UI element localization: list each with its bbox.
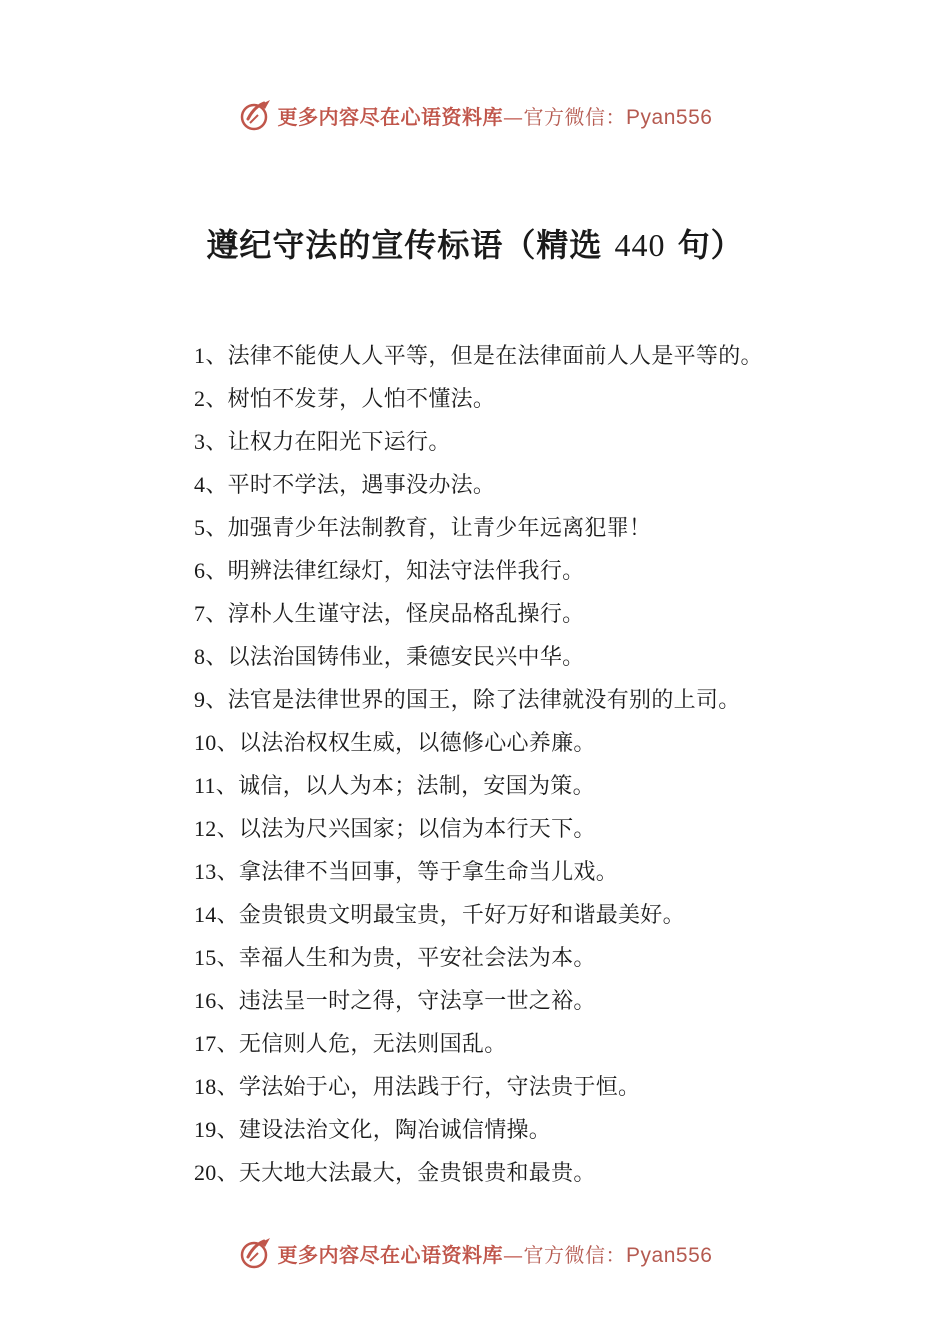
list-item: 8、以法治国铸伟业，秉德安民兴中华。 bbox=[194, 644, 585, 670]
slogan-list bbox=[194, 334, 924, 1194]
list-item: 7、淳朴人生谨守法，怪戾品格乱操行。 bbox=[194, 601, 585, 627]
watermark-brand: 更多内容尽在心语资料库 bbox=[277, 1242, 504, 1267]
watermark-wechat-id: Pyan556 bbox=[626, 1243, 713, 1267]
list-item: 9、法官是法律世界的国王，除了法律就没有别的上司。 bbox=[194, 687, 741, 713]
list-item: 2、树怕不发芽，人怕不懂法。 bbox=[194, 386, 496, 412]
watermark-brand: 更多内容尽在心语资料库 bbox=[277, 104, 504, 129]
list-item: 19、建设法治文化，陶冶诚信情操。 bbox=[194, 1117, 552, 1143]
pen-logo-icon bbox=[238, 1235, 274, 1271]
header-watermark bbox=[0, 95, 950, 135]
list-item: 14、金贵银贵文明最宝贵，千好万好和谐最美好。 bbox=[194, 902, 685, 928]
title-main: 遵纪守法的宣传标语（精选 bbox=[206, 226, 603, 264]
list-item: 11、诚信，以人为本；法制，安国为策。 bbox=[194, 773, 595, 799]
list-item: 18、学法始于心，用法践于行，守法贵于恒。 bbox=[194, 1074, 641, 1100]
watermark-dash: — bbox=[503, 1242, 524, 1267]
list-item: 1、法律不能使人人平等，但是在法律面前人人是平等的。 bbox=[194, 343, 763, 369]
list-item: 6、明辨法律红绿灯，知法守法伴我行。 bbox=[194, 558, 585, 584]
list-item: 4、平时不学法，遇事没办法。 bbox=[194, 472, 496, 498]
watermark-official-label: 官方微信： bbox=[523, 104, 627, 129]
page-title bbox=[0, 220, 950, 266]
list-item: 15、幸福人生和为贵，平安社会法为本。 bbox=[194, 945, 596, 971]
watermark-official-label: 官方微信： bbox=[523, 1242, 627, 1267]
list-item: 3、让权力在阳光下运行。 bbox=[194, 429, 451, 455]
watermark-wechat-id: Pyan556 bbox=[626, 105, 713, 129]
title-count: 440 bbox=[614, 227, 666, 263]
list-item: 13、拿法律不当回事，等于拿生命当儿戏。 bbox=[194, 859, 619, 885]
list-item: 10、以法治权权生威，以德修心心养廉。 bbox=[194, 730, 596, 756]
footer-watermark bbox=[0, 1233, 950, 1273]
pen-logo-icon bbox=[238, 97, 274, 133]
list-item: 12、以法为尺兴国家；以信为本行天下。 bbox=[194, 816, 596, 842]
title-tail: 句） bbox=[677, 226, 744, 264]
list-item: 16、违法呈一时之得，守法享一世之裕。 bbox=[194, 988, 596, 1014]
list-item: 5、加强青少年法制教育，让青少年远离犯罪！ bbox=[194, 515, 652, 541]
list-item: 17、无信则人危，无法则国乱。 bbox=[194, 1031, 507, 1057]
list-item: 20、天大地大法最大，金贵银贵和最贵。 bbox=[194, 1160, 596, 1186]
watermark-dash: — bbox=[503, 104, 524, 129]
